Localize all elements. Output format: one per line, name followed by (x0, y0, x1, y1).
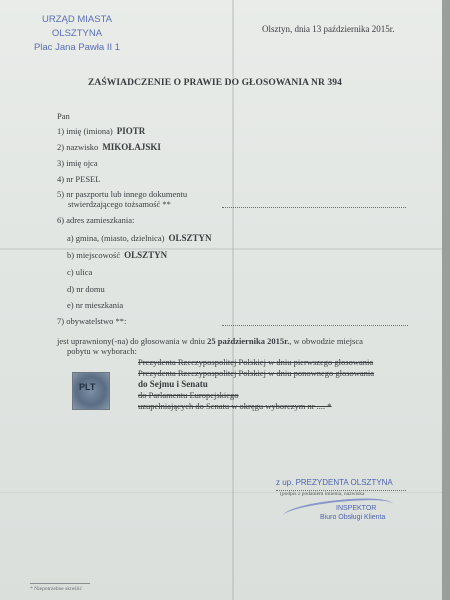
entitled-text-1: jest uprawniony(-na) do głosowania w dniu (57, 336, 206, 346)
field-passport-label-2: stwierdzającego tożsamość ** (68, 199, 171, 209)
paper-fold-vertical (232, 0, 234, 600)
salutation: Pan (57, 111, 70, 121)
stamp-line-1: URZĄD MIASTA OLSZTYNA (41, 14, 113, 39)
field-apartment-number: e) nr mieszkania (67, 300, 124, 310)
field-locality (67, 250, 167, 260)
field-locality-label: b) miejscowość (67, 250, 121, 260)
field-street: c) ulica (67, 267, 93, 277)
field-first-name-value: PIOTR (116, 126, 146, 136)
field-father-name: 3) imię ojca (57, 158, 98, 168)
election-president-second: Prezydenta Rzeczypospolitej Polskiej w dniu ponownego głosowania (138, 368, 375, 378)
entitled-statement (57, 336, 363, 346)
election-president-first: Prezydenta Rzeczypospolitej Polskiej w dniu pierwszego głosowania (138, 357, 374, 367)
hologram-sticker (72, 372, 110, 410)
signature-authority: z up. PREZYDENTA OLSZTYNA (276, 478, 393, 487)
signature-role: INSPEKTOR (336, 505, 377, 512)
document-title: ZAŚWIADCZENIE O PRAWIE DO GŁOSOWANIA NR 394 (88, 78, 342, 88)
entitled-text-2: , w obwodzie miejsca (289, 336, 363, 346)
field-surname-label: 2) nazwisko (57, 142, 99, 152)
field-citizenship: 7) obywatelstwo **: (57, 316, 127, 326)
signature-caption: (podpis z podaniem imienia, nazwiska (280, 491, 365, 497)
field-pesel: 4) nr PESEL (57, 174, 101, 184)
field-first-name-label: 1) imię (imiona) (57, 126, 113, 136)
field-surname-value: MIKOŁAJSKI (102, 142, 161, 152)
passport-dotted-line (222, 206, 406, 208)
paper-fold-horizontal-lower (0, 492, 442, 493)
footnote: * Niepotrzebne skreślić (30, 586, 82, 592)
election-senate-byelection: uzupełniających do Senatu w okręgu wyborczym nr .... * (138, 401, 332, 411)
place-and-date: Olsztyn, dnia 13 października 2015r. (262, 24, 395, 34)
entitled-line-2: pobytu w wyborach: (67, 346, 137, 356)
field-first-name (57, 126, 145, 136)
election-date: 25 października 2015r. (207, 336, 290, 346)
citizenship-dotted-line (222, 324, 408, 326)
election-sejm-senate: do Sejmu i Senatu (138, 379, 208, 389)
field-address-label: 6) adres zamieszkania: (57, 215, 135, 225)
field-locality-value: OLSZTYN (124, 250, 168, 260)
field-municipality-value: OLSZTYN (168, 233, 212, 243)
election-european-parliament: do Parlamentu Europejskiego (138, 390, 239, 400)
hologram-text: PLT (79, 382, 96, 392)
field-passport-label-1: 5) nr paszportu lub innego dokumentu (57, 189, 188, 199)
office-stamp (22, 13, 132, 55)
field-municipality-label: a) gmina, (miasto, dzielnica) (67, 233, 165, 243)
field-surname (57, 142, 161, 152)
signature-department: Biuro Obsługi Klienta (320, 514, 386, 521)
field-municipality (67, 233, 212, 243)
footnote-separator (30, 583, 90, 584)
field-house-number: d) nr domu (67, 284, 105, 294)
stamp-line-2: Plac Jana Pawła II 1 (33, 42, 121, 53)
